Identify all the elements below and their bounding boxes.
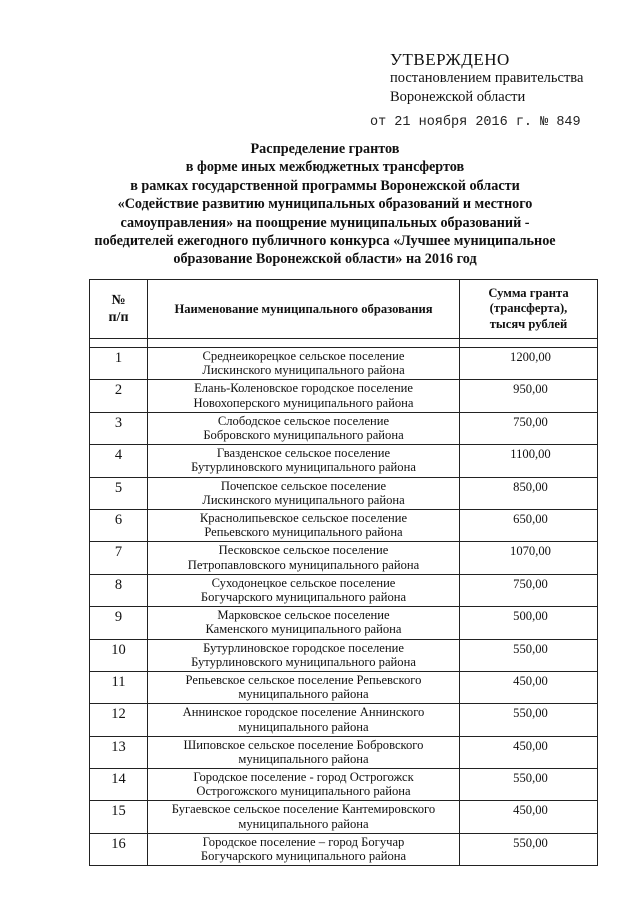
title-line: самоуправления» на поощрение муниципальных образований - (120, 214, 530, 231)
grant-amount: 650,00 (460, 509, 598, 541)
grant-amount: 450,00 (460, 671, 598, 703)
grant-amount: 550,00 (460, 769, 598, 801)
municipality-name-line-2: муниципального района (238, 719, 369, 734)
table-row (90, 671, 598, 703)
municipality-name-line-1: Елань-Коленовское городское поселение (194, 381, 413, 396)
grant-amount: 550,00 (460, 639, 598, 671)
table-row (90, 769, 598, 801)
municipality-name (148, 445, 460, 477)
municipality-name-line-2: Бутурлиновского муниципального района (191, 654, 416, 669)
municipality-name (148, 509, 460, 541)
municipality-name-line-1: Среднеикорецкое сельское поселение (202, 349, 405, 363)
municipality-name-line-1: Аннинское городское поселение Аннинского (182, 705, 425, 720)
municipality-name (148, 639, 460, 671)
municipality-name (148, 671, 460, 703)
row-number: 4 (90, 445, 148, 477)
municipality-name (148, 542, 460, 574)
municipality-name (148, 380, 460, 412)
row-number: 6 (90, 509, 148, 541)
grant-amount: 500,00 (460, 607, 598, 639)
municipality-name-line-2: Каменского муниципального района (205, 622, 402, 637)
table-row (90, 607, 598, 639)
municipality-name-line-1: Гвазденское сельское поселение (216, 446, 391, 461)
header-name: Наименование муниципального образования (148, 280, 460, 339)
grant-amount: 950,00 (460, 380, 598, 412)
grant-amount: 750,00 (460, 574, 598, 606)
municipality-name-line-2: Лискинского муниципального района (202, 363, 405, 378)
municipality-name (148, 704, 460, 736)
municipality-name-line-1: Суходонецкое сельское поселение (211, 575, 396, 590)
grant-amount: 1100,00 (460, 445, 598, 477)
title-line: «Содействие развитию муниципальных образований и местного (117, 196, 533, 213)
table-row (90, 704, 598, 736)
header-amount-line-1: Сумма гранта (488, 285, 569, 300)
table-row (90, 801, 598, 833)
municipality-name-line-2: Репьевского муниципального района (204, 525, 403, 540)
municipality-name-line-1: Слободское сельское поселение (217, 413, 390, 428)
municipality-name (148, 477, 460, 509)
row-number: 15 (90, 801, 148, 833)
municipality-name-line-2: Богучарского муниципального района (200, 849, 407, 864)
grant-amount: 750,00 (460, 412, 598, 444)
grants-table (89, 279, 598, 866)
table-row (90, 445, 598, 477)
table-row (90, 639, 598, 671)
municipality-name (148, 736, 460, 768)
municipality-name-line-2: Лискинского муниципального района (202, 492, 405, 507)
municipality-name-line-2: Богучарского муниципального района (200, 590, 407, 605)
municipality-name-line-1: Песковское сельское поселение (218, 543, 389, 558)
municipality-name-line-2: Острогожского муниципального района (196, 784, 411, 799)
municipality-name (148, 348, 460, 380)
grant-amount: 450,00 (460, 736, 598, 768)
header-amount-line-3: тысяч рублей (489, 316, 568, 331)
title-line: образование Воронежской области» на 2016 год (173, 251, 477, 268)
row-number: 3 (90, 412, 148, 444)
header-amount-line-2: (трансферта), (489, 301, 568, 316)
table-row (90, 542, 598, 574)
municipality-name-line-2: Бобровского муниципального района (203, 428, 404, 443)
title-line: в форме иных межбюджетных трансфертов (185, 159, 465, 176)
approval-stamp: УТВЕРЖДЕНО (390, 50, 510, 69)
grant-amount: 550,00 (460, 833, 598, 865)
municipality-name-line-2: Новохоперского муниципального района (193, 395, 414, 410)
row-number: 7 (90, 542, 148, 574)
municipality-name-line-2: Бутурлиновского муниципального района (191, 460, 416, 475)
row-number: 1 (90, 348, 148, 380)
grant-amount: 1200,00 (460, 348, 598, 380)
row-number: 9 (90, 607, 148, 639)
row-number: 2 (90, 380, 148, 412)
municipality-name-line-1: Шиповское сельское поселение Бобровского (183, 737, 424, 752)
grant-amount: 850,00 (460, 477, 598, 509)
municipality-name-line-1: Марковское сельское поселение (217, 608, 390, 623)
municipality-name-line-1: Краснолипьевское сельское поселение (199, 510, 408, 525)
row-number: 5 (90, 477, 148, 509)
row-number: 16 (90, 833, 148, 865)
grant-amount: 450,00 (460, 801, 598, 833)
table-row (90, 833, 598, 865)
row-number: 13 (90, 736, 148, 768)
municipality-name-line-1: Городское поселение – город Богучар (202, 834, 405, 849)
municipality-name-line-1: Почепское сельское поселение (220, 478, 387, 493)
municipality-name (148, 833, 460, 865)
document-title (40, 140, 610, 269)
municipality-name (148, 769, 460, 801)
municipality-name-line-1: Бугаевское сельское поселение Кантемировского (171, 802, 436, 817)
municipality-name-line-2: Петропавловского муниципального района (187, 557, 420, 572)
row-number: 11 (90, 671, 148, 703)
municipality-name (148, 801, 460, 833)
municipality-name (148, 412, 460, 444)
municipality-name-line-2: муниципального района (238, 816, 369, 831)
table-row (90, 412, 598, 444)
row-number: 12 (90, 704, 148, 736)
header-number-symbol: № (111, 293, 126, 308)
municipality-name (148, 574, 460, 606)
approval-line-2: Воронежской области (390, 89, 526, 105)
spacer-row (90, 339, 598, 348)
grant-amount: 1070,00 (460, 542, 598, 574)
approval-line-1: постановлением правительства (390, 70, 584, 86)
header-number (90, 280, 148, 339)
grant-amount: 550,00 (460, 704, 598, 736)
municipality-name-line-2: муниципального района (238, 751, 369, 766)
table-row (90, 477, 598, 509)
table-row (90, 736, 598, 768)
municipality-name-line-1: Городское поселение - город Острогожск (193, 770, 414, 785)
header-amount (460, 280, 598, 339)
table-row (90, 380, 598, 412)
row-number: 14 (90, 769, 148, 801)
row-number: 10 (90, 639, 148, 671)
municipality-name-line-2: муниципального района (238, 687, 369, 702)
header-number-label: п/п (108, 310, 129, 325)
row-number: 8 (90, 574, 148, 606)
municipality-name (148, 607, 460, 639)
table-row (90, 509, 598, 541)
table-row (90, 574, 598, 606)
municipality-name-line-1: Бутурлиновское городское поселение (203, 640, 404, 655)
table-row (90, 348, 598, 380)
approval-date: от 21 ноября 2016 г. № 849 (370, 115, 581, 130)
title-line: Распределение грантов (250, 141, 400, 157)
municipality-name-line-1: Репьевское сельское поселение Репьевского (185, 672, 422, 687)
title-line: победителей ежегодного публичного конкурса «Лучшее муниципальное (94, 233, 556, 250)
title-line: в рамках государственной программы Воронежской области (130, 177, 520, 194)
table-header-row (90, 280, 598, 339)
approval-block (370, 50, 630, 132)
